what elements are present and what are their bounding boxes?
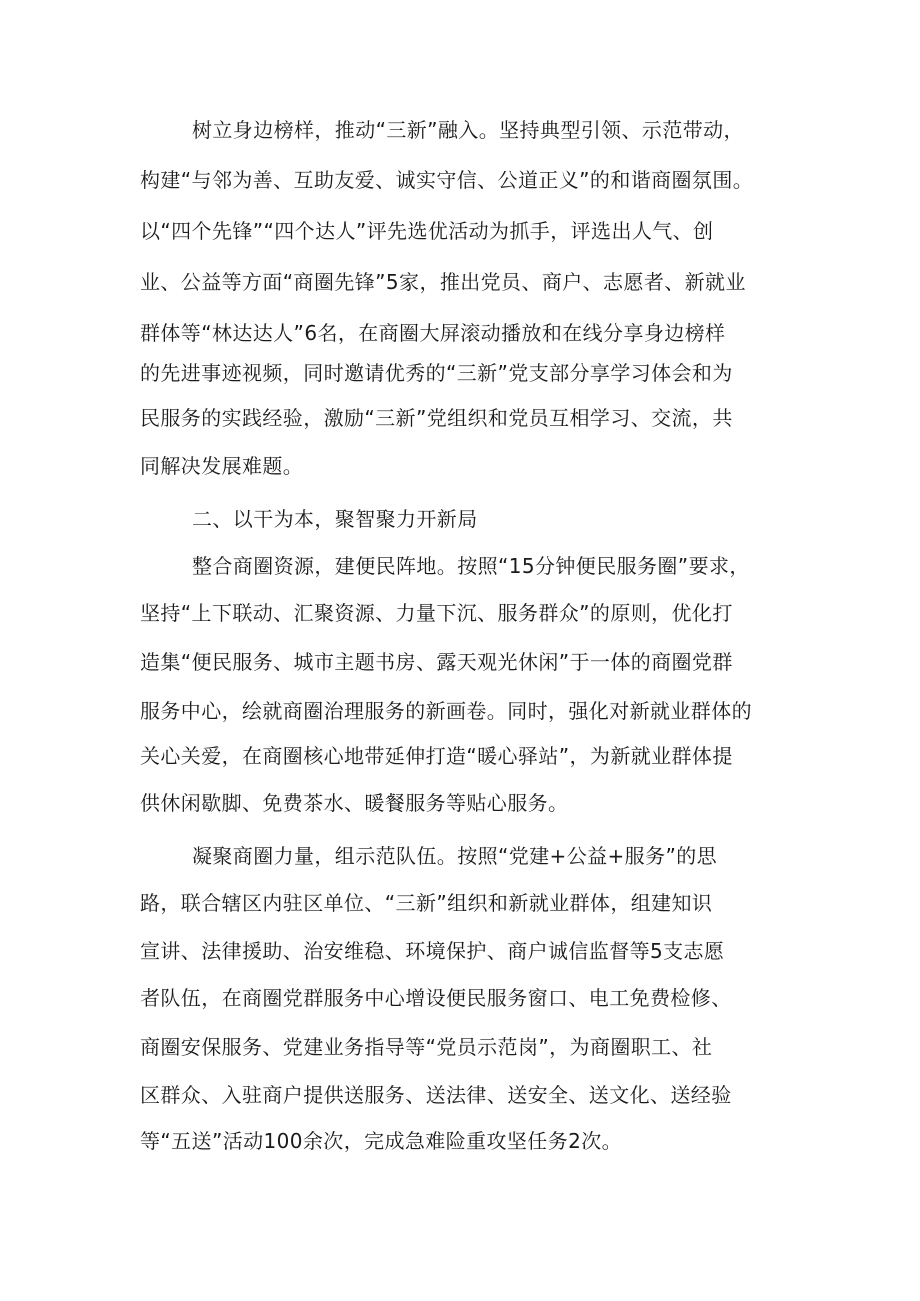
paragraph-2-line-4: 服务中心，绘就商圈治理服务的新画卷。同时，强化对新就业群体的 bbox=[140, 699, 752, 723]
paragraph-2-line-5: 关心关爱，在商圈核心地带延伸打造“暖心驿站”，为新就业群体提 bbox=[140, 744, 733, 768]
paragraph-1-line-6: 的先进事迹视频，同时邀请优秀的“三新”党支部分享学习体会和为 bbox=[140, 361, 733, 385]
section-heading: 二、以干为本，聚智聚力开新局 bbox=[192, 507, 478, 531]
paragraph-3-line-3: 宣讲、法律援助、治安维稳、环境保护、商户诚信监督等5支志愿 bbox=[140, 939, 725, 963]
paragraph-2-line-1: 整合商圈资源，建便民阵地。按照“15分钟便民服务圈”要求， bbox=[192, 554, 750, 578]
paragraph-1-line-5: 群体等“林达达人”6名，在商圈大屏滚动播放和在线分享身边榜样 bbox=[140, 321, 726, 345]
paragraph-1-line-8: 同解决发展难题。 bbox=[140, 454, 304, 478]
paragraph-1-line-3: 以“四个先锋”“四个达人”评先选优活动为抓手，评选出人气、创 bbox=[140, 219, 714, 243]
paragraph-1-line-1: 树立身边榜样，推动“三新”融入。坚持典型引领、示范带动， bbox=[192, 118, 744, 142]
paragraph-3-line-1: 凝聚商圈力量，组示范队伍。按照“党建+公益+服务”的思 bbox=[192, 844, 718, 868]
paragraph-1-line-4: 业、公益等方面“商圈先锋”5家，推出党员、商户、志愿者、新就业 bbox=[140, 270, 746, 294]
paragraph-3-line-5: 商圈安保服务、党建业务指导等“党员示范岗”，为商圈职工、社 bbox=[140, 1035, 713, 1059]
paragraph-1-line-7: 民服务的实践经验，激励“三新”党组织和党员互相学习、交流，共 bbox=[140, 406, 733, 430]
paragraph-3-line-6: 区群众、入驻商户提供送服务、送法律、送安全、送文化、送经验 bbox=[140, 1083, 732, 1107]
paragraph-3-line-7: 等“五送”活动100余次，完成急难险重攻坚任务2次。 bbox=[140, 1129, 623, 1153]
paragraph-2-line-3: 造集“便民服务、城市主题书房、露天观光休闲”于一体的商圈党群 bbox=[140, 650, 733, 674]
paragraph-3-line-4: 者队伍，在商圈党群服务中心增设便民服务窗口、电工免费检修、 bbox=[140, 986, 732, 1010]
paragraph-3-line-2: 路，联合辖区内驻区单位、“三新”组织和新就业群体，组建知识 bbox=[140, 891, 713, 915]
paragraph-1-line-2: 构建“与邻为善、互助友爱、诚实守信、公道正义”的和谐商圈氛围。 bbox=[140, 168, 754, 192]
paragraph-2-line-2: 坚持“上下联动、汇聚资源、力量下沉、服务群众”的原则，优化打 bbox=[140, 601, 733, 625]
paragraph-2-line-6: 供休闲歇脚、免费茶水、暖餐服务等贴心服务。 bbox=[140, 791, 569, 815]
